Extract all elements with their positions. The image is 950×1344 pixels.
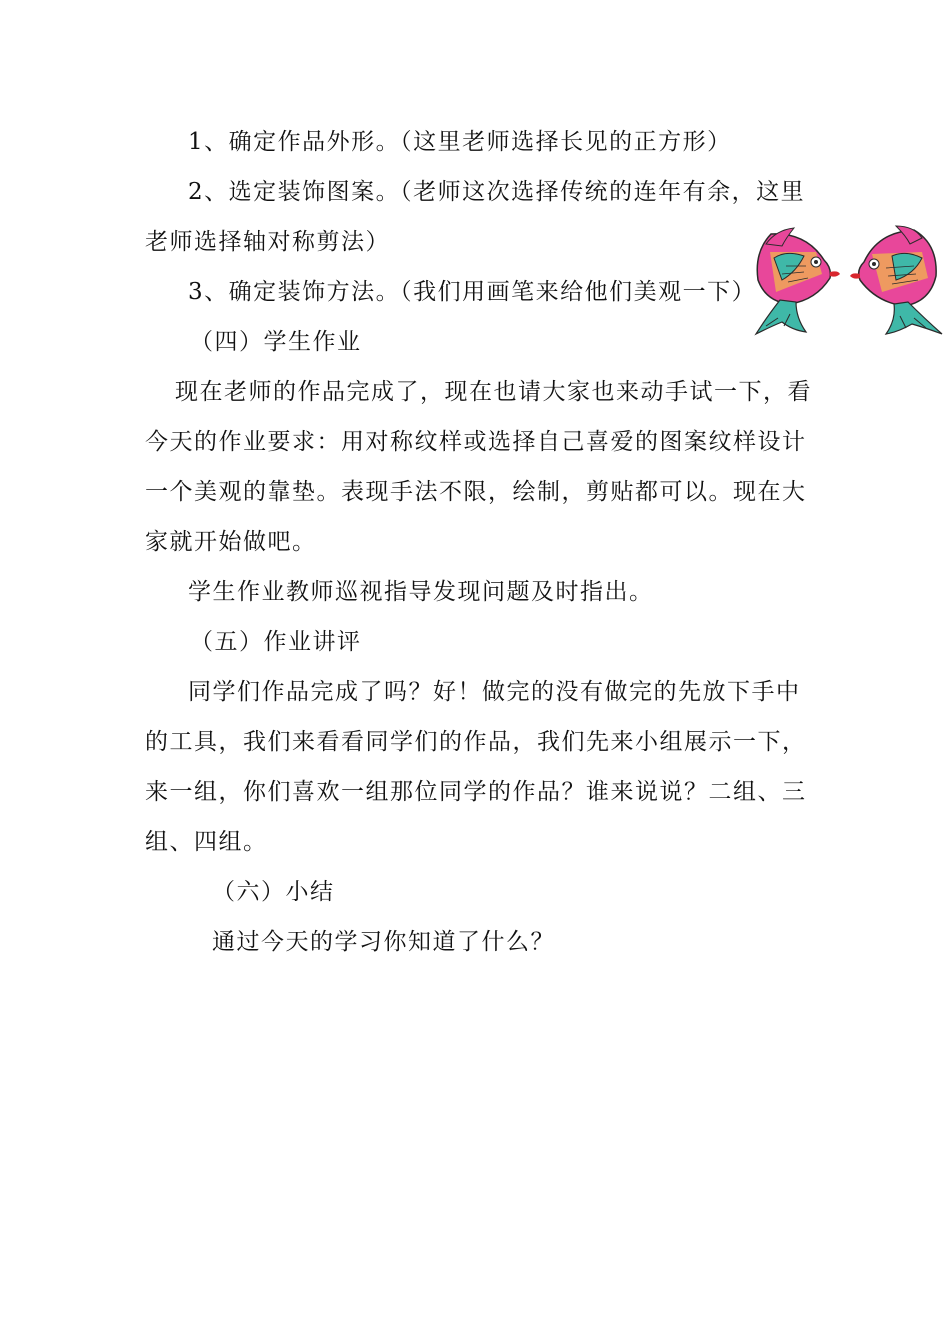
- paragraph-line: 一个美观的靠垫。表现手法不限，绘制，剪贴都可以。现在大: [145, 479, 807, 505]
- paragraph-line: 家就开始做吧。: [145, 529, 317, 555]
- paragraph-line: 现在老师的作品完成了，现在也请大家也来动手试一下，看: [175, 379, 812, 405]
- step-2: 2、选定装饰图案。（老师这次选择传统的连年有余，这里: [188, 179, 806, 205]
- paragraph-line: 通过今天的学习你知道了什么？: [212, 929, 555, 955]
- kissing-fish-papercut-image: [746, 222, 946, 344]
- step-2-continued: 老师选择轴对称剪法）: [145, 229, 390, 255]
- section-heading-6: （六）小结: [212, 879, 335, 905]
- left-fish-icon: [756, 228, 840, 334]
- paragraph-line: 来一组，你们喜欢一组那位同学的作品？谁来说说？二组、三: [145, 779, 807, 805]
- paragraph-line: 组、四组。: [145, 829, 268, 855]
- right-fish-icon: [850, 226, 942, 334]
- paragraph-line: 的工具，我们来看看同学们的作品，我们先来小组展示一下，: [145, 729, 807, 755]
- step-3: 3、确定装饰方法。（我们用画笔来给他们美观一下）: [188, 279, 757, 305]
- paragraph-line: 学生作业教师巡视指导发现问题及时指出。: [188, 579, 654, 605]
- step-1: 1、确定作品外形。（这里老师选择长见的正方形）: [188, 129, 732, 155]
- paragraph-line: 同学们作品完成了吗？好！做完的没有做完的先放下手中: [188, 679, 801, 705]
- section-heading-4: （四）学生作业: [190, 329, 362, 355]
- paragraph-line: 今天的作业要求：用对称纹样或选择自己喜爱的图案纹样设计: [145, 429, 807, 455]
- section-heading-5: （五）作业讲评: [190, 629, 362, 655]
